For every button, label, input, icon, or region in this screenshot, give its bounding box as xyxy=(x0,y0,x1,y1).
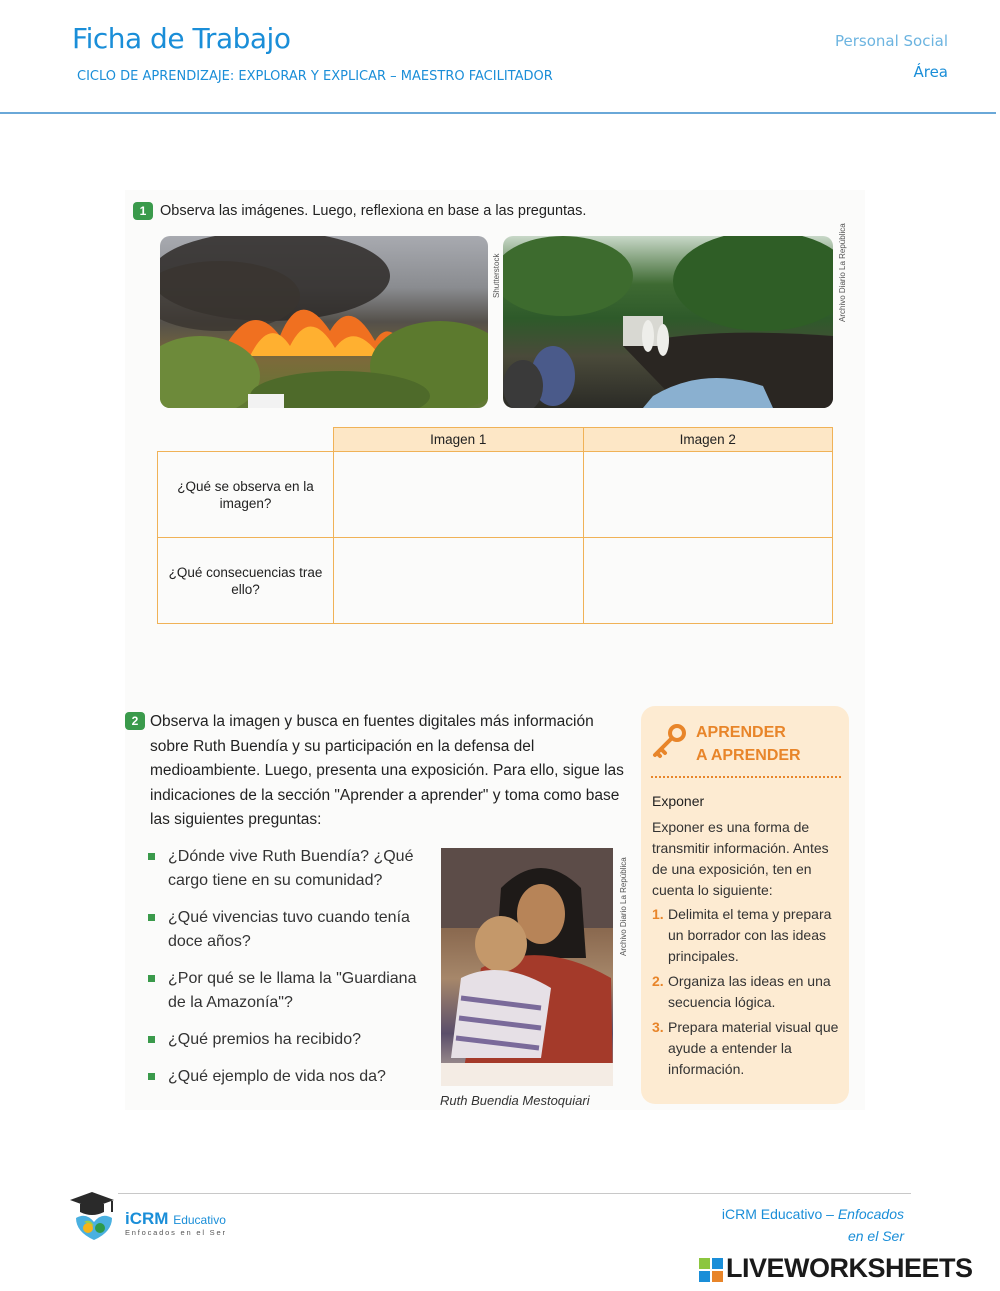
footer-divider xyxy=(118,1193,911,1194)
photo-credit-republica-1: Archivo Diario La República xyxy=(838,223,847,322)
forest-fire-photo xyxy=(160,236,488,408)
icrm-logo-text: iCRM Educativo xyxy=(125,1209,226,1228)
photo-credit-shutterstock: Shutterstock xyxy=(492,253,501,298)
table-corner xyxy=(158,428,334,452)
bullet-square-icon xyxy=(148,853,155,860)
page-subtitle: CICLO DE APRENDIZAJE: EXPLORAR Y EXPLICAR – MAESTRO FACILITADOR xyxy=(77,69,553,84)
table-header-image-1: Imagen 1 xyxy=(334,428,584,452)
bullet-square-icon xyxy=(148,975,155,982)
dotted-divider xyxy=(651,776,841,778)
list-item: ¿Por qué se le llama la "Guardiana de la Amazonía"? xyxy=(148,967,438,1015)
aprender-title: APRENDER A APRENDER xyxy=(696,724,801,764)
observation-table xyxy=(157,427,833,624)
photo-credit-republica-2: Archivo Diario La República xyxy=(619,857,628,956)
aprender-heading: Exponer xyxy=(652,793,705,809)
liveworksheets-logo-icon xyxy=(699,1258,723,1282)
list-item: 1. Delimita el tema y prepara un borrador con las ideas principales. xyxy=(652,906,832,964)
list-item: ¿Qué premios ha recibido? xyxy=(148,1028,438,1052)
oil-spill-photo xyxy=(503,236,833,408)
bullet-square-icon xyxy=(148,1073,155,1080)
icrm-logo-tagline: Enfocados en el Ser xyxy=(125,1228,227,1237)
list-item: 2. Organiza las ideas en una secuencia lógica. xyxy=(652,973,831,1010)
footer-brand-line-2: en el Ser xyxy=(847,1228,904,1244)
task-1-instruction: Observa las imágenes. Luego, reflexiona en base a las preguntas. xyxy=(160,203,587,219)
list-item: ¿Qué vivencias tuvo cuando tenía doce años? xyxy=(148,906,438,954)
footer-brand-line-1: iCRM Educativo – Enfocados xyxy=(721,1206,904,1222)
aprender-steps xyxy=(652,904,844,1084)
answer-cell-observe-image-1[interactable] xyxy=(334,452,584,538)
bullet-square-icon xyxy=(148,914,155,921)
question-list xyxy=(148,845,438,1102)
list-item: ¿Dónde vive Ruth Buendía? ¿Qué cargo tiene en su comunidad? xyxy=(148,845,438,893)
answer-cell-consequences-image-1[interactable] xyxy=(334,538,584,624)
task-1-number-badge: 1 xyxy=(133,202,153,220)
aprender-intro: Exponer es una forma de transmitir información. Antes de una exposición, ten en cuenta lo siguiente: xyxy=(652,819,829,898)
subject-label: Personal Social xyxy=(834,32,948,50)
photo-caption: Ruth Buendia Mestoquiari xyxy=(440,1093,590,1108)
answer-cell-observe-image-2[interactable] xyxy=(583,452,833,538)
ruth-buendia-photo xyxy=(441,848,613,1086)
table-header-image-2: Imagen 2 xyxy=(583,428,833,452)
task-2-number-badge: 2 xyxy=(125,712,145,730)
graduation-cap-icon xyxy=(66,1188,122,1242)
task-2-instruction: Observa la imagen y busca en fuentes digitales más información sobre Ruth Buendía y su participación en la defensa del medioambiente. Luego, presenta una exposición. Para ello, sigue las indicaciones de la sección "Aprender a aprender" y toma como base las siguientes preguntas: xyxy=(150,713,624,828)
page-title: Ficha de Trabajo xyxy=(72,22,291,55)
header-divider xyxy=(0,112,996,114)
table-row-label-observe: ¿Qué se observa en la imagen? xyxy=(158,452,334,538)
list-item: ¿Qué ejemplo de vida nos da? xyxy=(148,1065,438,1089)
liveworksheets-brand[interactable]: LIVEWORKSHEETS xyxy=(726,1253,973,1283)
list-item: 3. Prepara material visual que ayude a entender la información. xyxy=(652,1019,839,1077)
key-icon xyxy=(651,722,689,760)
area-label: Área xyxy=(913,63,948,81)
answer-cell-consequences-image-2[interactable] xyxy=(583,538,833,624)
bullet-square-icon xyxy=(148,1036,155,1043)
table-row-label-consequences: ¿Qué consecuencias trae ello? xyxy=(158,538,334,624)
